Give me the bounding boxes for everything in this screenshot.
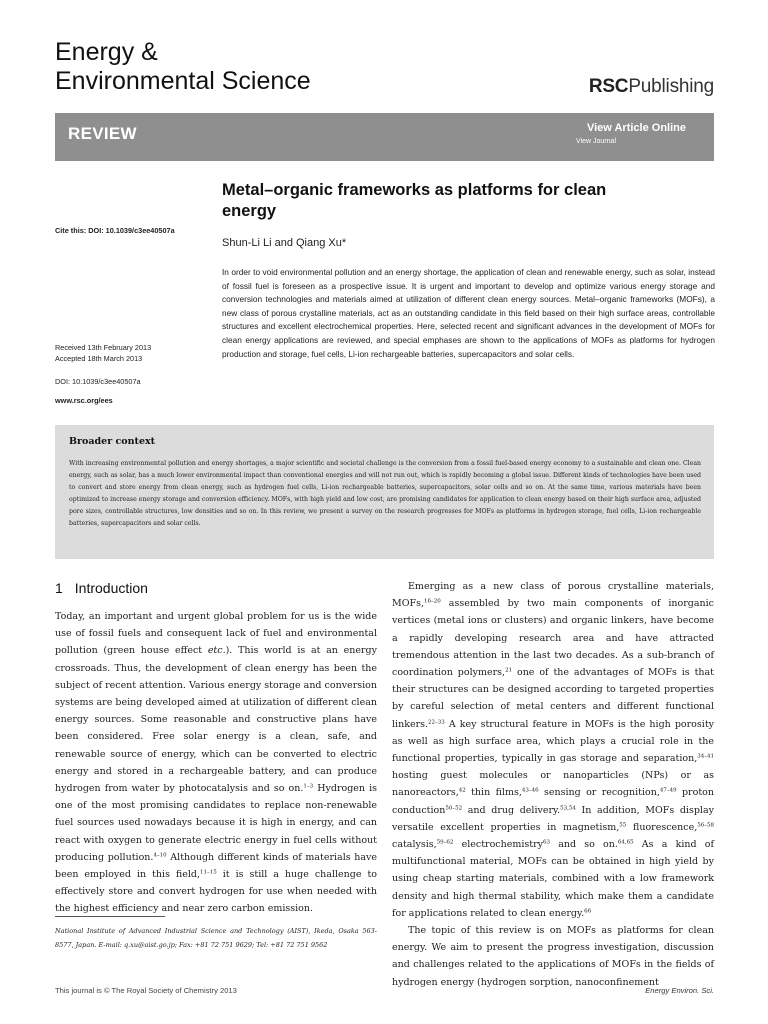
citation-ref[interactable]: 56–58 <box>697 822 714 829</box>
body-column-right <box>392 578 714 991</box>
text-run: and so on. <box>550 839 618 851</box>
text-run: A key structural feature in MOFs is the high porosity as well as high surface area, which plays a crucial role in the functional properties, typically in gas storage and separation, <box>392 718 714 765</box>
accepted-date: Accepted 18th March 2013 <box>55 354 143 363</box>
publisher-logo-rest: Publishing <box>628 76 714 97</box>
citation-ref[interactable]: 55 <box>619 822 627 829</box>
article-title-line2: energy <box>222 202 277 220</box>
citation-ref[interactable]: 11–15 <box>200 869 217 876</box>
citation-ref[interactable]: 34–41 <box>697 753 714 760</box>
publisher-logo-bold: RSC <box>588 76 629 97</box>
citation-ref[interactable]: 59–62 <box>436 839 454 846</box>
text-run: electrochemistry <box>453 839 544 851</box>
citation-ref[interactable]: 16–20 <box>424 598 441 605</box>
paragraph: The topic of this review is on MOFs as platforms for clean energy. We aim to present the progress investigation, discussion and challenges related to the applications of MOFs in the fields of hydrogen energy (hydrogen sorption, nanoconfinement <box>392 925 714 988</box>
citation-ref[interactable]: 66 <box>584 908 592 915</box>
journal-title <box>55 38 311 96</box>
broader-context-text: With increasing environmental pollution and energy shortages, a major scientific and societal challenge is the conversion from a fossil fuel-based energy economy to a sustainable and clean one. Clean energy, such as solar, has a much lower environmental impact than conventional energies and will not run out, which is rapidly becoming a global issue. Different kinds of technologies have been used to convert and store energy from clean energy, such as hydrogen fuel cells, Li-ion rechargeable batteries, supercapacitors, solar cells and so on. At the same time, various materials have been optimized to increase energy storage and conversion efficiency. MOFs, with high yield and low cost, are promising candidates for application to clean energy based on their high surface area, adjusted pore sizes, controllable structures, low densities and so on. In this review, we present a survey on the research progresses for MOFs as platforms in hydrogen storage, fuel cells, Li-ion rechargeable batteries, supercapacitors and solar cells. <box>69 460 701 527</box>
footnote-divider <box>55 916 165 917</box>
text-run: sensing or recognition, <box>538 787 660 799</box>
section-heading-introduction <box>55 580 148 596</box>
journal-title-line2: Environmental Science <box>55 67 311 95</box>
section-title: Introduction <box>74 580 148 596</box>
citation-ref[interactable]: 21 <box>505 667 513 674</box>
authors: Shun-Li Li and Qiang Xu* <box>222 237 347 249</box>
received-dates <box>55 342 151 364</box>
text-run: As a kind of multifunctional material, MOFs can be obtained in high yield by using cheap starting materials, combined with a low framework density and high thermal stability, which make them a candidate for applications related to clean energy. <box>392 839 714 919</box>
view-journal-link[interactable]: View Journal <box>576 138 616 145</box>
broader-context-heading: Broader context <box>69 436 156 447</box>
doi: DOI: 10.1039/c3ee40507a <box>55 377 141 386</box>
citation-ref[interactable]: 42 <box>458 787 466 794</box>
text-run: and drug delivery. <box>462 804 561 816</box>
footer-copyright: This journal is © The Royal Society of Chemistry 2013 <box>55 986 237 995</box>
footer-journal-abbrev: Energy Environ. Sci. <box>645 986 714 995</box>
journal-website-link[interactable]: www.rsc.org/ees <box>55 396 113 405</box>
received-date: Received 13th February 2013 <box>55 343 152 352</box>
citation-ref[interactable]: 64,65 <box>617 839 634 846</box>
citation-ref[interactable]: 63 <box>543 839 551 846</box>
text-run: thin films, <box>465 787 522 799</box>
text-run: it is still a huge challenge to effectively store and convert hydrogen for use when needed with the highest efficiency and near zero carbon emission. <box>55 869 378 915</box>
journal-title-line1: Energy & <box>55 38 158 66</box>
citation-ref[interactable]: 22–33 <box>428 719 445 726</box>
paragraph <box>392 578 714 922</box>
text-run: catalysis, <box>392 839 437 851</box>
text-run-italic: etc. <box>207 645 226 657</box>
cite-this: Cite this: DOI: 10.1039/c3ee40507a <box>55 226 175 235</box>
text-run: hosting guest molecules or nanoparticles (NPs) or as nanoreactors, <box>392 770 714 799</box>
article-title-line1: Metal–organic frameworks as platforms for clean <box>222 181 607 199</box>
citation-ref[interactable]: 43–46 <box>521 787 539 794</box>
text-run: Today, an important and urgent global problem for us is the wide use of fossil fuels and consequent lack of fuel and environmental pollution (green house effect <box>55 611 377 657</box>
citation-ref[interactable]: 47–49 <box>659 787 677 794</box>
citation-ref[interactable]: 4–10 <box>153 852 167 859</box>
paragraph <box>55 608 377 918</box>
broader-context-box <box>55 425 714 559</box>
text-run: Although different kinds of materials have been employed in this field, <box>55 851 377 881</box>
text-run: proton conduction <box>392 787 714 816</box>
author-affiliation: National Institute of Advanced Industrial Science and Technology (AIST), Ikeda, Osaka 563-8577, Japan. E-mail: q.xu@aist.go.jp; Fax: +81 72 751 9629; Tel: +81 72 751 9562 <box>55 927 377 949</box>
citation-ref[interactable]: 50–52 <box>445 805 463 812</box>
text-run: ). This world is at an energy crossroads. Thus, the development of clean energy has been the subject of recent attention. Various energy storage and conversion systems are being developed aimed at utilization of different clean energy sources. Some reasonable and constructive plans have been considered. Free solar energy is a clean, safe, and renewable source of energy, which can be converted to electric energy and stored in a rechargeable battery, and can produce hydrogen from water by photocatalysis and so on. <box>55 645 377 795</box>
text-run: Hydrogen is one of the most promising candidates to replace non-renewable fuel sources used nowadays because it is high in energy, and can react with oxygen to generate electric energy in fuel cells without producing pollution. <box>55 783 377 863</box>
citation-ref[interactable]: 53,54 <box>560 805 576 812</box>
text-run: assembled by two main components of inorganic vertices (metal ions or clusters) and organic linkers, have become a rapidly developing research area and have attracted tremendous attention in the last two decades. As a sub-branch of coordination polymers, <box>392 598 714 679</box>
text-run: In addition, MOFs display versatile excellent properties in magnetism, <box>392 804 714 833</box>
review-banner <box>55 113 714 161</box>
section-label: REVIEW <box>68 124 137 143</box>
text-run: Emerging as a new class of porous crystalline materials, MOFs, <box>392 581 714 610</box>
article-title <box>222 180 702 222</box>
view-article-online-link[interactable]: View Article Online <box>586 122 686 134</box>
citation-ref[interactable]: 1–3 <box>303 783 314 790</box>
abstract: In order to void environmental pollution and an energy shortage, the application of clean and renewable energy, such as solar, instead of fossil fuel is foreseen as a prospective issue. It is urgent and important to develop and optimize various energy storage and conversion technologies and materials aimed at utilization of different clean energy sources. Metal–organic frameworks (MOFs), a new class of porous crystalline materials, act as an outstanding candidate in this field based on their high surface areas, controllable structures and excellent electrochemical properties. Here, selected recent and significant advances in the development of MOFs for clean energy applications are reviewed, and special emphases are shown to the applications of MOFs as platforms for hydrogen production and storage, fuel cells, Li-ion rechargeable batteries, supercapacitors and solar cells. <box>222 267 715 359</box>
text-run: fluorescence, <box>626 821 698 833</box>
section-number: 1 <box>55 580 63 596</box>
body-column-left <box>55 608 377 918</box>
text-run: one of the advantages of MOFs is that their structures can be designed according to targeted properties by careful selection of metal centers and different functional linkers. <box>392 667 714 730</box>
publisher-logo <box>589 76 714 98</box>
